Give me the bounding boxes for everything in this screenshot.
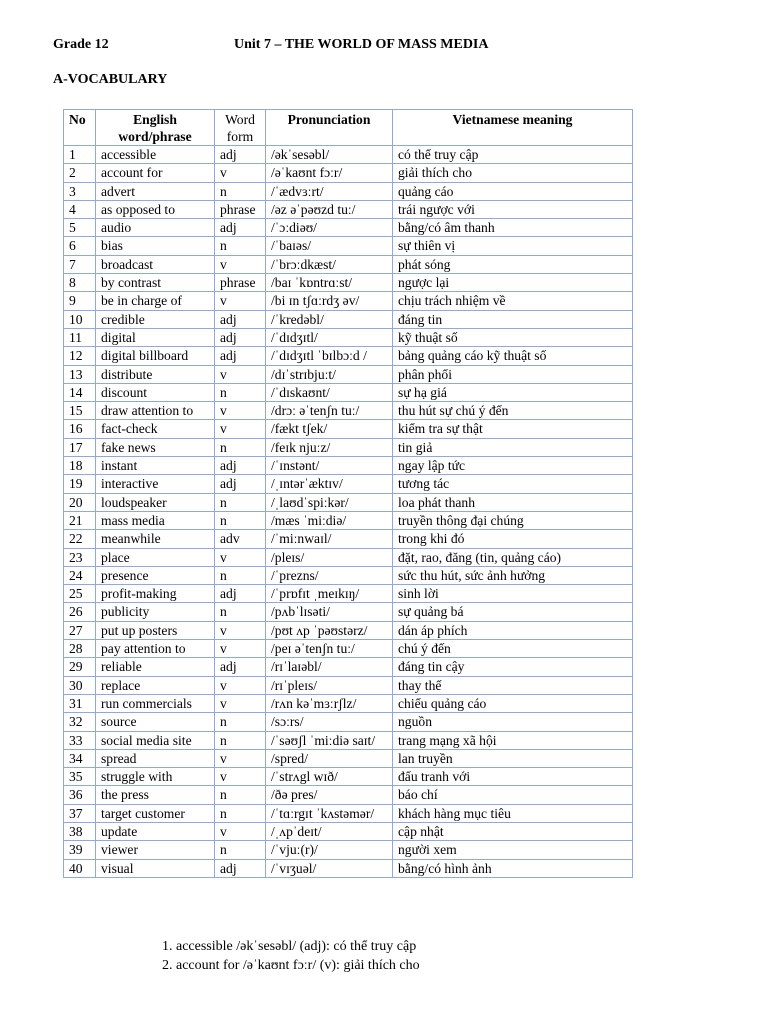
cell-form: n [215,511,266,529]
cell-word: the press [96,786,215,804]
cell-form: n [215,237,266,255]
cell-meaning: phân phối [393,365,633,383]
cell-no: 2 [64,164,96,182]
cell-form: n [215,182,266,200]
table-row [64,676,633,694]
cell-meaning: sinh lời [393,585,633,603]
cell-form: v [215,676,266,694]
cell-meaning: dán áp phích [393,621,633,639]
cell-no: 1 [64,146,96,164]
vocabulary-list [162,937,420,975]
header-no: No [64,110,96,146]
cell-pronunciation: /ˈædvɜːrt/ [266,182,393,200]
cell-no: 34 [64,749,96,767]
cell-meaning: có thể truy cập [393,146,633,164]
table-row [64,237,633,255]
cell-form: v [215,694,266,712]
cell-pronunciation: /ˈtɑːrgɪt ˈkʌstəmər/ [266,804,393,822]
cell-no: 23 [64,548,96,566]
cell-form: n [215,383,266,401]
table-row [64,493,633,511]
cell-pronunciation: /əz əˈpəʊzd tuː/ [266,200,393,218]
cell-no: 40 [64,859,96,877]
cell-pronunciation: /rʌn kəˈmɜːrʃlz/ [266,694,393,712]
cell-no: 29 [64,658,96,676]
cell-word: fake news [96,438,215,456]
cell-word: advert [96,182,215,200]
cell-form: n [215,603,266,621]
cell-word: digital [96,328,215,346]
table-row [64,603,633,621]
table-row [64,841,633,859]
cell-form: v [215,292,266,310]
cell-meaning: thay thế [393,676,633,694]
table-row [64,146,633,164]
table-row [64,713,633,731]
cell-pronunciation: /əkˈsesəbl/ [266,146,393,164]
cell-no: 3 [64,182,96,200]
cell-pronunciation: /ˌʌpˈdeɪt/ [266,822,393,840]
cell-form: n [215,786,266,804]
cell-form: n [215,713,266,731]
cell-no: 25 [64,585,96,603]
cell-pronunciation: /ˈmiːnwaɪl/ [266,530,393,548]
table-row [64,548,633,566]
header-meaning: Vietnamese meaning [393,110,633,146]
cell-meaning: bằng/có hình ảnh [393,859,633,877]
cell-pronunciation: /əˈkaʊnt fɔːr/ [266,164,393,182]
cell-form: adj [215,219,266,237]
cell-no: 8 [64,274,96,292]
table-row [64,420,633,438]
table-row [64,566,633,584]
cell-no: 21 [64,511,96,529]
cell-word: by contrast [96,274,215,292]
cell-pronunciation: /baɪ ˈkɒntrɑːst/ [266,274,393,292]
cell-word: mass media [96,511,215,529]
cell-meaning: phát sóng [393,255,633,273]
cell-meaning: truyền thông đại chúng [393,511,633,529]
cell-form: adj [215,347,266,365]
cell-meaning: ngược lại [393,274,633,292]
cell-no: 27 [64,621,96,639]
cell-form: v [215,255,266,273]
cell-no: 33 [64,731,96,749]
table-row [64,694,633,712]
cell-word: struggle with [96,768,215,786]
table-row [64,292,633,310]
cell-meaning: chịu trách nhiệm về [393,292,633,310]
cell-form: adj [215,475,266,493]
cell-meaning: tương tác [393,475,633,493]
cell-meaning: kỹ thuật số [393,328,633,346]
cell-word: interactive [96,475,215,493]
cell-no: 36 [64,786,96,804]
cell-form: v [215,768,266,786]
cell-word: viewer [96,841,215,859]
cell-meaning: cập nhật [393,822,633,840]
cell-word: broadcast [96,255,215,273]
cell-no: 11 [64,328,96,346]
cell-word: reliable [96,658,215,676]
cell-word: replace [96,676,215,694]
cell-no: 9 [64,292,96,310]
cell-meaning: thu hút sự chú ý đến [393,402,633,420]
table-header-row [64,110,633,146]
cell-pronunciation: /spred/ [266,749,393,767]
cell-meaning: trái ngược với [393,200,633,218]
cell-pronunciation: /ˌɪntərˈæktɪv/ [266,475,393,493]
cell-form: adj [215,658,266,676]
section-title: A-VOCABULARY [53,72,168,87]
cell-form: n [215,566,266,584]
table-row [64,457,633,475]
cell-word: update [96,822,215,840]
cell-pronunciation: /ˈdɪdʒɪtl ˈbɪlbɔːd / [266,347,393,365]
cell-pronunciation: /ˈɪnstənt/ [266,457,393,475]
cell-word: draw attention to [96,402,215,420]
cell-no: 20 [64,493,96,511]
table-row [64,182,633,200]
cell-word: pay attention to [96,640,215,658]
cell-meaning: khách hàng mục tiêu [393,804,633,822]
cell-no: 15 [64,402,96,420]
cell-word: loudspeaker [96,493,215,511]
cell-word: visual [96,859,215,877]
cell-pronunciation: /pʊt ʌp ˈpəʊstərz/ [266,621,393,639]
cell-form: phrase [215,274,266,292]
cell-form: v [215,164,266,182]
cell-no: 39 [64,841,96,859]
cell-no: 13 [64,365,96,383]
cell-form: v [215,402,266,420]
cell-pronunciation: /ˌlaʊdˈspiːkər/ [266,493,393,511]
cell-pronunciation: /drɔː əˈtenʃn tuː/ [266,402,393,420]
cell-form: adj [215,146,266,164]
table-row [64,640,633,658]
cell-no: 17 [64,438,96,456]
header-word: English word/phrase [96,110,215,146]
cell-no: 26 [64,603,96,621]
table-row [64,786,633,804]
cell-meaning: chiếu quảng cáo [393,694,633,712]
cell-word: as opposed to [96,200,215,218]
cell-pronunciation: /ˈsəʊʃl ˈmiːdiə saɪt/ [266,731,393,749]
cell-pronunciation: /ˈprɒfɪt ˌmeɪkɪŋ/ [266,585,393,603]
cell-meaning: chú ý đến [393,640,633,658]
cell-pronunciation: /rɪˈpleɪs/ [266,676,393,694]
cell-no: 35 [64,768,96,786]
cell-form: adj [215,457,266,475]
cell-form: n [215,841,266,859]
cell-meaning: bảng quảng cáo kỹ thuật số [393,347,633,365]
cell-word: presence [96,566,215,584]
cell-form: phrase [215,200,266,218]
cell-no: 24 [64,566,96,584]
vocabulary-table [63,109,633,878]
cell-no: 16 [64,420,96,438]
cell-meaning: đấu tranh với [393,768,633,786]
cell-pronunciation: /peɪ əˈtenʃn tuː/ [266,640,393,658]
cell-no: 10 [64,310,96,328]
cell-form: v [215,822,266,840]
cell-word: audio [96,219,215,237]
cell-meaning: tin giả [393,438,633,456]
cell-pronunciation: /sɔːrs/ [266,713,393,731]
cell-form: v [215,640,266,658]
vocabulary-table-body [64,146,633,878]
cell-word: discount [96,383,215,401]
cell-word: put up posters [96,621,215,639]
grade-label: Grade 12 [53,37,109,52]
table-row [64,768,633,786]
cell-no: 18 [64,457,96,475]
cell-no: 30 [64,676,96,694]
cell-form: v [215,621,266,639]
cell-pronunciation: /ˈstrʌgl wɪð/ [266,768,393,786]
cell-meaning: đáng tin cậy [393,658,633,676]
cell-no: 28 [64,640,96,658]
cell-word: instant [96,457,215,475]
table-row [64,365,633,383]
table-row [64,328,633,346]
cell-word: meanwhile [96,530,215,548]
header-pronunciation: Pronunciation [266,110,393,146]
cell-no: 32 [64,713,96,731]
cell-meaning: báo chí [393,786,633,804]
table-row [64,822,633,840]
cell-word: profit-making [96,585,215,603]
list-item: 1. accessible /əkˈsesəbl/ (adj): có thể truy cập [162,939,417,954]
cell-form: adj [215,859,266,877]
cell-pronunciation: /ˈdɪdʒɪtl/ [266,328,393,346]
table-row [64,511,633,529]
cell-meaning: trang mạng xã hội [393,731,633,749]
table-row [64,658,633,676]
cell-form: n [215,731,266,749]
cell-no: 5 [64,219,96,237]
cell-meaning: kiểm tra sự thật [393,420,633,438]
table-row [64,530,633,548]
cell-pronunciation: /ˈkredəbl/ [266,310,393,328]
table-row [64,731,633,749]
table-row [64,219,633,237]
cell-no: 12 [64,347,96,365]
cell-word: publicity [96,603,215,621]
table-row [64,200,633,218]
cell-pronunciation: /pʌbˈlɪsəti/ [266,603,393,621]
cell-meaning: người xem [393,841,633,859]
cell-pronunciation: /ðə pres/ [266,786,393,804]
cell-word: target customer [96,804,215,822]
cell-pronunciation: /feɪk njuːz/ [266,438,393,456]
cell-meaning: giải thích cho [393,164,633,182]
table-row [64,383,633,401]
cell-meaning: loa phát thanh [393,493,633,511]
table-row [64,402,633,420]
cell-word: distribute [96,365,215,383]
cell-word: source [96,713,215,731]
cell-form: v [215,548,266,566]
cell-pronunciation: /fækt tʃek/ [266,420,393,438]
cell-form: v [215,420,266,438]
cell-pronunciation: /rɪˈlaɪəbl/ [266,658,393,676]
cell-meaning: ngay lập tức [393,457,633,475]
cell-no: 6 [64,237,96,255]
cell-meaning: bằng/có âm thanh [393,219,633,237]
table-row [64,475,633,493]
cell-meaning: trong khi đó [393,530,633,548]
table-row [64,438,633,456]
cell-form: adj [215,328,266,346]
cell-meaning: sự thiên vị [393,237,633,255]
cell-word: social media site [96,731,215,749]
cell-meaning: quảng cáo [393,182,633,200]
cell-no: 37 [64,804,96,822]
cell-word: run commercials [96,694,215,712]
cell-pronunciation: /ˈɔːdiəʊ/ [266,219,393,237]
table-row [64,347,633,365]
cell-form: adj [215,585,266,603]
table-row [64,859,633,877]
cell-form: v [215,749,266,767]
cell-pronunciation: /mæs ˈmiːdiə/ [266,511,393,529]
cell-word: accessible [96,146,215,164]
cell-word: credible [96,310,215,328]
cell-meaning: lan truyền [393,749,633,767]
cell-no: 19 [64,475,96,493]
cell-pronunciation: /ˈvjuː(r)/ [266,841,393,859]
cell-no: 14 [64,383,96,401]
cell-word: place [96,548,215,566]
table-row [64,310,633,328]
table-row [64,274,633,292]
cell-meaning: đặt, rao, đăng (tin, quảng cáo) [393,548,633,566]
cell-pronunciation: /ˈvɪʒuəl/ [266,859,393,877]
table-row [64,164,633,182]
header-form: Word form [215,110,266,146]
cell-pronunciation: /ˈdɪskaʊnt/ [266,383,393,401]
cell-form: n [215,438,266,456]
cell-word: be in charge of [96,292,215,310]
cell-no: 22 [64,530,96,548]
cell-meaning: sức thu hút, sức ảnh hưởng [393,566,633,584]
table-row [64,255,633,273]
cell-form: v [215,365,266,383]
table-row [64,585,633,603]
cell-no: 38 [64,822,96,840]
cell-pronunciation: /ˈbrɔːdkæst/ [266,255,393,273]
cell-word: account for [96,164,215,182]
cell-no: 7 [64,255,96,273]
cell-pronunciation: /pleɪs/ [266,548,393,566]
cell-meaning: đáng tin [393,310,633,328]
cell-form: n [215,493,266,511]
table-row [64,749,633,767]
cell-no: 4 [64,200,96,218]
cell-meaning: sự hạ giá [393,383,633,401]
unit-title: Unit 7 – THE WORLD OF MASS MEDIA [234,37,489,52]
list-item: 2. account for /əˈkaʊnt fɔːr/ (v): giải thích cho [162,958,420,973]
cell-pronunciation: /bi ɪn tʃɑːrdʒ əv/ [266,292,393,310]
table-row [64,621,633,639]
cell-no: 31 [64,694,96,712]
table-row [64,804,633,822]
cell-meaning: sự quảng bá [393,603,633,621]
cell-word: bias [96,237,215,255]
cell-word: digital billboard [96,347,215,365]
cell-meaning: nguồn [393,713,633,731]
cell-pronunciation: /dɪˈstrɪbjuːt/ [266,365,393,383]
cell-form: adj [215,310,266,328]
cell-form: n [215,804,266,822]
cell-word: spread [96,749,215,767]
cell-pronunciation: /ˈbaɪəs/ [266,237,393,255]
cell-form: adv [215,530,266,548]
cell-word: fact-check [96,420,215,438]
cell-pronunciation: /ˈprezns/ [266,566,393,584]
